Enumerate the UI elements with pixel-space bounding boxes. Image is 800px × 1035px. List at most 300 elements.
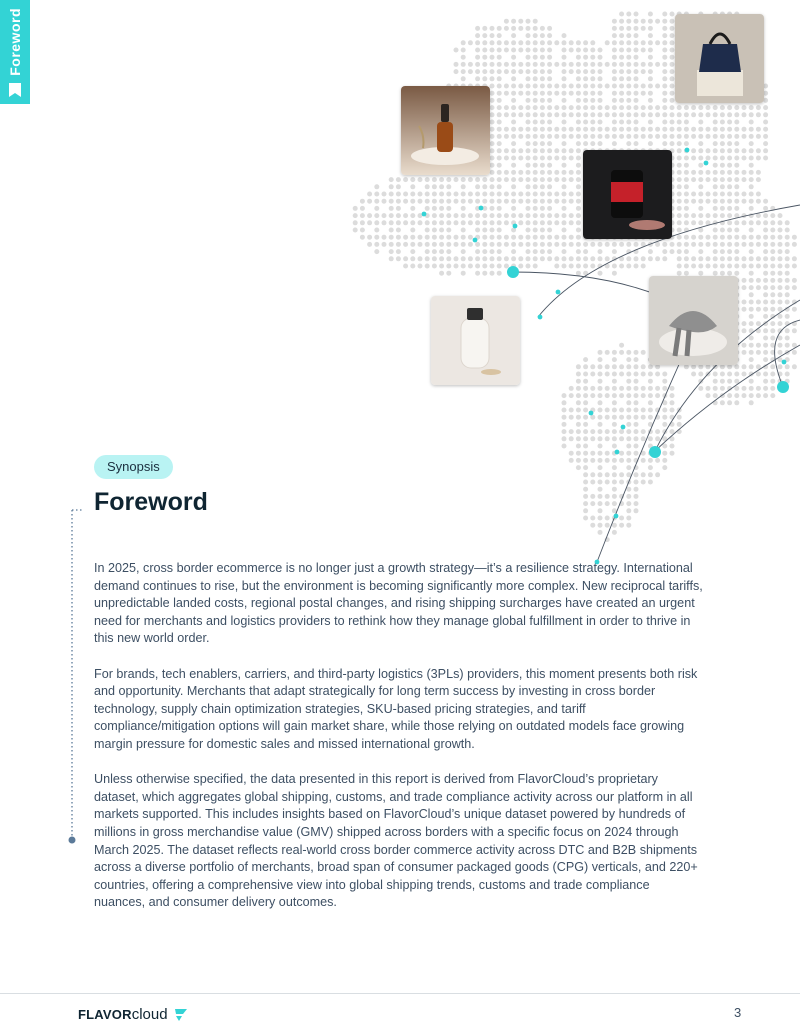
map-dot [763,148,768,153]
map-dot [662,386,667,391]
map-dot [533,55,538,60]
map-dot [648,98,653,103]
map-dot [526,242,531,247]
map-dot [562,184,567,189]
map-dot [785,328,790,333]
map-dot [677,242,682,247]
map-dot [540,206,545,211]
map-dot [756,256,761,261]
map-dot [698,372,703,377]
map-dot [727,141,732,146]
map-dot [778,300,783,305]
map-dot [547,48,552,53]
map-dot [727,163,732,168]
map-dot [785,372,790,377]
map-dot [374,235,379,240]
map-dot [598,444,603,449]
map-dot [446,177,451,182]
map-dot [468,192,473,197]
map-dot [554,91,559,96]
map-dot [742,220,747,225]
map-dot [749,235,754,240]
map-dot [641,364,646,369]
map-dot [533,76,538,81]
map-dot [497,33,502,38]
map-dot [619,76,624,81]
map-dot [648,12,653,17]
flavorcloud-logo[interactable] [78,1004,190,1024]
map-dot [497,220,502,225]
map-dot [367,213,372,218]
map-dot [612,271,617,276]
map-dot [670,408,675,413]
map-dot [475,69,480,74]
map-dot [490,177,495,182]
map-dot [576,408,581,413]
map-dot [742,199,747,204]
map-dot [497,228,502,233]
map-dot [619,19,624,24]
map-dot [698,184,703,189]
map-dot [468,199,473,204]
map-dot [785,256,790,261]
map-dot [612,264,617,269]
map-dot [727,228,732,233]
map-dot [770,292,775,297]
map-dot [504,26,509,31]
map-dot [360,199,365,204]
map-dot [583,84,588,89]
map-dot [778,278,783,283]
map-dot [410,199,415,204]
map-dot [734,192,739,197]
map-dot [634,105,639,110]
map-dot [626,364,631,369]
map-dot [770,386,775,391]
map-dot [785,292,790,297]
map-dot [547,134,552,139]
map-dot [785,314,790,319]
map-dot [490,134,495,139]
map-dot [526,184,531,189]
map-dot [720,156,725,161]
map-dot [554,156,559,161]
map-dot [662,40,667,45]
map-dot [497,62,502,67]
map-dot [389,220,394,225]
map-dot [770,249,775,254]
map-dot [698,156,703,161]
map-dot [425,206,430,211]
map-dot [691,134,696,139]
map-dot [583,501,588,506]
map-dot [756,278,761,283]
map-dot [720,213,725,218]
map-dot [389,199,394,204]
map-dot [698,141,703,146]
map-dot [540,134,545,139]
map-dot [554,148,559,153]
map-dot [706,242,711,247]
map-dot [670,84,675,89]
map-dot [778,271,783,276]
map-dot [583,55,588,60]
map-dot [562,120,567,125]
map-dot [634,364,639,369]
map-dot [562,415,567,420]
map-dot [562,177,567,182]
map-dot [770,264,775,269]
map-dot [598,112,603,117]
map-dot [583,415,588,420]
map-dot [612,91,617,96]
map-dot [677,112,682,117]
map-dot [648,91,653,96]
map-dot [490,264,495,269]
map-dot [598,127,603,132]
map-dot [490,112,495,117]
map-dot [785,300,790,305]
map-dot [720,105,725,110]
map-dot [778,264,783,269]
map-dot [497,48,502,53]
map-dot [677,120,682,125]
map-dot [526,206,531,211]
map-dot [626,33,631,38]
map-dot [490,213,495,218]
map-dot [655,386,660,391]
map-dot [720,163,725,168]
map-dot [641,62,646,67]
map-dot [641,436,646,441]
map-dot [626,40,631,45]
map-dot [511,235,516,240]
map-dot [518,105,523,110]
map-dot [742,307,747,312]
map-dot [576,444,581,449]
map-dot [562,393,567,398]
map-dot [706,148,711,153]
map-dot [497,184,502,189]
map-dot [598,530,603,535]
map-dot [583,120,588,125]
map-dot [583,69,588,74]
map-dot [576,235,581,240]
map-dot [540,220,545,225]
map-dot [533,134,538,139]
map-dot [612,379,617,384]
map-dot [770,393,775,398]
map-dot [425,249,430,254]
map-dot [583,422,588,427]
map-dot [569,112,574,117]
map-dot [569,199,574,204]
map-dot [540,33,545,38]
map-dot [612,357,617,362]
map-dot [778,336,783,341]
map-dot [662,141,667,146]
map-dot [576,98,581,103]
map-dot [619,264,624,269]
map-dot [518,127,523,132]
map-dot [641,415,646,420]
map-dot [648,386,653,391]
map-dot [576,364,581,369]
map-dot [749,242,754,247]
map-dot [533,141,538,146]
map-dot [583,127,588,132]
map-dot [691,242,696,247]
map-dot [569,393,574,398]
map-dot [576,62,581,67]
map-dot [475,264,480,269]
map-dot [475,249,480,254]
map-dot [684,264,689,269]
map-dot [518,148,523,153]
map-dot [547,192,552,197]
map-dot [490,170,495,175]
map-dot [396,184,401,189]
map-dot [626,127,631,132]
map-dot [713,184,718,189]
map-dot [619,26,624,31]
map-dot [619,134,624,139]
map-dot [763,242,768,247]
map-dot [533,148,538,153]
page-title: Foreword [94,488,208,516]
map-dot [526,40,531,45]
map-dot [540,62,545,67]
map-dot [439,228,444,233]
map-dot [619,343,624,348]
map-dot [598,256,603,261]
map-dot [576,91,581,96]
map-dot [439,206,444,211]
map-dot [684,184,689,189]
map-dot [670,40,675,45]
map-dot [468,69,473,74]
map-dot [770,278,775,283]
map-dot [526,76,531,81]
map-dot [785,278,790,283]
map-dot [374,199,379,204]
map-dot [533,235,538,240]
map-dot [670,120,675,125]
map-dot [360,206,365,211]
map-dot [576,184,581,189]
map-dot [576,429,581,434]
map-dot [670,62,675,67]
map-dot [612,444,617,449]
map-dot [562,69,567,74]
map-dot [562,235,567,240]
map-dot [706,256,711,261]
map-dot [763,292,768,297]
map-dot [662,444,667,449]
map-dot [691,105,696,110]
paragraph: In 2025, cross border ecommerce is no longer just a growth strategy—it’s a resilience strategy. International demand continues to rise, but the environment is becoming significantly more complex. New reciprocal tariffs, unpredictable landed costs, regional postal changes, and rising shipping surcharges have created an urgent need for merchants and logistics providers to rethink how they manage global fulfillment in order to thrive in this new world order. [94,561,703,646]
map-dot [569,69,574,74]
map-dot [497,134,502,139]
map-dot [634,256,639,261]
map-dot [526,264,531,269]
map-dot [612,112,617,117]
map-dot [619,472,624,477]
map-dot [763,386,768,391]
map-dot [756,105,761,110]
map-dot [605,458,610,463]
map-dot [554,242,559,247]
map-dot [554,134,559,139]
map-dot [634,422,639,427]
map-dot [403,235,408,240]
map-dot [763,379,768,384]
map-dot [425,228,430,233]
map-dot [734,112,739,117]
map-dot [641,127,646,132]
map-dot [454,264,459,269]
map-dot [367,199,372,204]
map-dot [626,458,631,463]
map-dot [655,19,660,24]
map-dot [583,264,588,269]
map-dot [749,364,754,369]
map-dot [641,408,646,413]
map-dot [511,69,516,74]
map-dot [792,264,797,269]
map-dot [734,127,739,132]
map-dot [605,364,610,369]
map-dot [727,127,732,132]
map-dot [598,76,603,81]
map-dot [698,105,703,110]
map-dot [490,62,495,67]
map-dot [756,148,761,153]
map-dot [454,48,459,53]
map-dot [785,249,790,254]
map-dot [792,256,797,261]
map-dot [713,372,718,377]
map-dot [482,76,487,81]
map-dot [619,127,624,132]
map-dot [526,91,531,96]
map-dot [626,508,631,513]
map-dot [770,364,775,369]
map-dot [598,472,603,477]
map-dot [590,480,595,485]
map-dot [540,127,545,132]
map-dot [576,213,581,218]
map-dot [605,134,610,139]
map-dot [713,228,718,233]
map-dot [749,163,754,168]
map-dot [792,350,797,355]
map-dot [518,192,523,197]
map-dot [720,127,725,132]
map-dot [619,372,624,377]
map-dot [583,465,588,470]
map-dot [634,444,639,449]
map-dot [634,480,639,485]
map-dot [670,127,675,132]
map-dot [389,213,394,218]
map-dot [540,184,545,189]
map-dot [374,249,379,254]
map-dot [749,156,754,161]
map-dot [691,192,696,197]
map-dot [742,364,747,369]
map-dot [612,422,617,427]
map-dot [526,112,531,117]
map-dot [382,213,387,218]
map-dot [677,127,682,132]
map-dot [576,84,581,89]
map-dot [562,148,567,153]
map-dot [598,364,603,369]
map-dot [569,264,574,269]
map-dot [526,141,531,146]
map-dot [497,206,502,211]
map-dot [612,76,617,81]
map-dot [497,271,502,276]
map-dot [634,19,639,24]
map-dot [418,199,423,204]
map-dot [425,235,430,240]
map-dot [605,523,610,528]
map-dot [396,199,401,204]
map-dot [641,40,646,45]
map-dot [698,386,703,391]
map-dot [634,393,639,398]
map-dot [720,364,725,369]
map-dot [670,91,675,96]
map-dot [763,350,768,355]
map-dot [590,134,595,139]
map-dot [526,98,531,103]
map-dot [763,393,768,398]
map-dot [626,465,631,470]
map-dot [598,465,603,470]
map-dot [389,206,394,211]
map-dot [490,26,495,31]
map-dot [655,134,660,139]
map-dot [562,112,567,117]
map-dot [533,120,538,125]
map-dot [634,501,639,506]
map-dot [576,379,581,384]
page-number: 3 [734,1005,742,1020]
map-dot [598,523,603,528]
map-dot [763,112,768,117]
map-dot [720,206,725,211]
map-dot [396,249,401,254]
map-dot [511,141,516,146]
map-dot [374,242,379,247]
map-dot [590,458,595,463]
map-dot [670,12,675,17]
map-dot [583,379,588,384]
map-dot [504,235,509,240]
map-dot [533,112,538,117]
map-dot [590,429,595,434]
map-dot [583,436,588,441]
map-dot [641,429,646,434]
map-dot [698,120,703,125]
map-dot [576,112,581,117]
map-dot [605,393,610,398]
map-dot [727,364,732,369]
map-dot [720,372,725,377]
